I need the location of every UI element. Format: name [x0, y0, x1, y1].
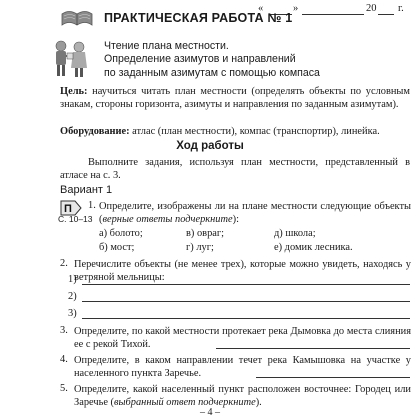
- q1-option-d[interactable]: д) школа;: [274, 228, 316, 239]
- goal-text: научиться читать план местности (определять объекты по условным знакам, стороны горизонта, азимуты и направления по заданным азимутам).: [60, 86, 410, 111]
- goal-label: Цель:: [60, 86, 88, 97]
- q3-text: Определите, по какой местности протекает река Дымовка до места слияния ее с рекой Тихой.: [74, 326, 411, 351]
- work-title: ПРАКТИЧЕСКАЯ РАБОТА № 1: [104, 11, 293, 25]
- subtitle-line-1: Чтение плана местности.: [104, 40, 229, 52]
- q1-option-v[interactable]: в) овраг;: [186, 228, 225, 239]
- q1-text: Определите, изображены ли на плане местности следующие объекты (верные ответы подчеркните):: [99, 201, 411, 226]
- q1-option-e[interactable]: е) домик лесника.: [274, 242, 353, 253]
- progress-heading: Ход работы: [176, 140, 244, 152]
- year-blank: [378, 14, 394, 15]
- q4-answer-line[interactable]: [256, 377, 410, 378]
- goal-paragraph: [60, 85, 410, 111]
- q2-number: 2.: [60, 258, 68, 269]
- q4-text: Определите, в каком направлении течет река Камышовка на участке у населенного пункта Заречье.: [74, 355, 411, 380]
- q2-line-1-number: 1): [68, 274, 77, 285]
- q2-answer-line-2[interactable]: [82, 301, 410, 302]
- q1-number: 1.: [88, 200, 96, 211]
- q5-text: Определите, какой населенный пункт расположен восточнее: Городец или Заречье (выбранный ответ подчеркните).: [74, 384, 411, 409]
- q1-hint: верные ответы подчеркните: [102, 214, 233, 226]
- quote-close: »: [293, 3, 299, 14]
- q1-option-b[interactable]: б) мост;: [99, 242, 135, 253]
- equipment-text: атлас (план местности), компас (транспортир), линейка.: [129, 126, 380, 137]
- equipment-label: Оборудование:: [60, 126, 130, 137]
- kids-illustration: [50, 38, 90, 80]
- q1-option-g[interactable]: г) луг;: [186, 242, 214, 253]
- subtitle-line-2: Определение азимутов и направлений: [104, 53, 296, 66]
- year-prefix: 20: [366, 3, 377, 14]
- work-subtitle: [104, 40, 404, 80]
- year-suffix: г.: [398, 3, 404, 14]
- equipment-paragraph: [60, 125, 410, 138]
- q2-answer-line-3[interactable]: [82, 318, 410, 319]
- q4-number: 4.: [60, 354, 68, 365]
- q3-answer-line[interactable]: [216, 348, 410, 349]
- q2-answer-line-1[interactable]: [82, 284, 410, 285]
- q5-hint: выбранный ответ подчеркните: [114, 397, 256, 409]
- q3-number: 3.: [60, 325, 68, 336]
- month-blank: [302, 14, 364, 15]
- instructions: Выполните задания, используя план местности, представленный в атласе на с. 3.: [60, 157, 410, 182]
- subtitle-line-3: по заданным азимутам с помощью компаса: [104, 66, 320, 79]
- variant-label: Вариант 1: [60, 184, 113, 196]
- q2-line-3-number: 3): [68, 308, 77, 319]
- page-reference: С. 10–13: [58, 214, 93, 224]
- quote-open: «: [258, 3, 264, 14]
- q2-text: Перечислите объекты (не менее трех), которые можно увидеть, находясь у ветряной мельницы:: [74, 259, 411, 284]
- q1-option-a[interactable]: а) болото;: [99, 228, 143, 239]
- q2-line-2-number: 2): [68, 291, 77, 302]
- page-number: – 4 –: [200, 407, 220, 418]
- q5-number: 5.: [60, 383, 68, 394]
- open-book-icon: [60, 8, 94, 28]
- badge-letter: П: [64, 203, 72, 215]
